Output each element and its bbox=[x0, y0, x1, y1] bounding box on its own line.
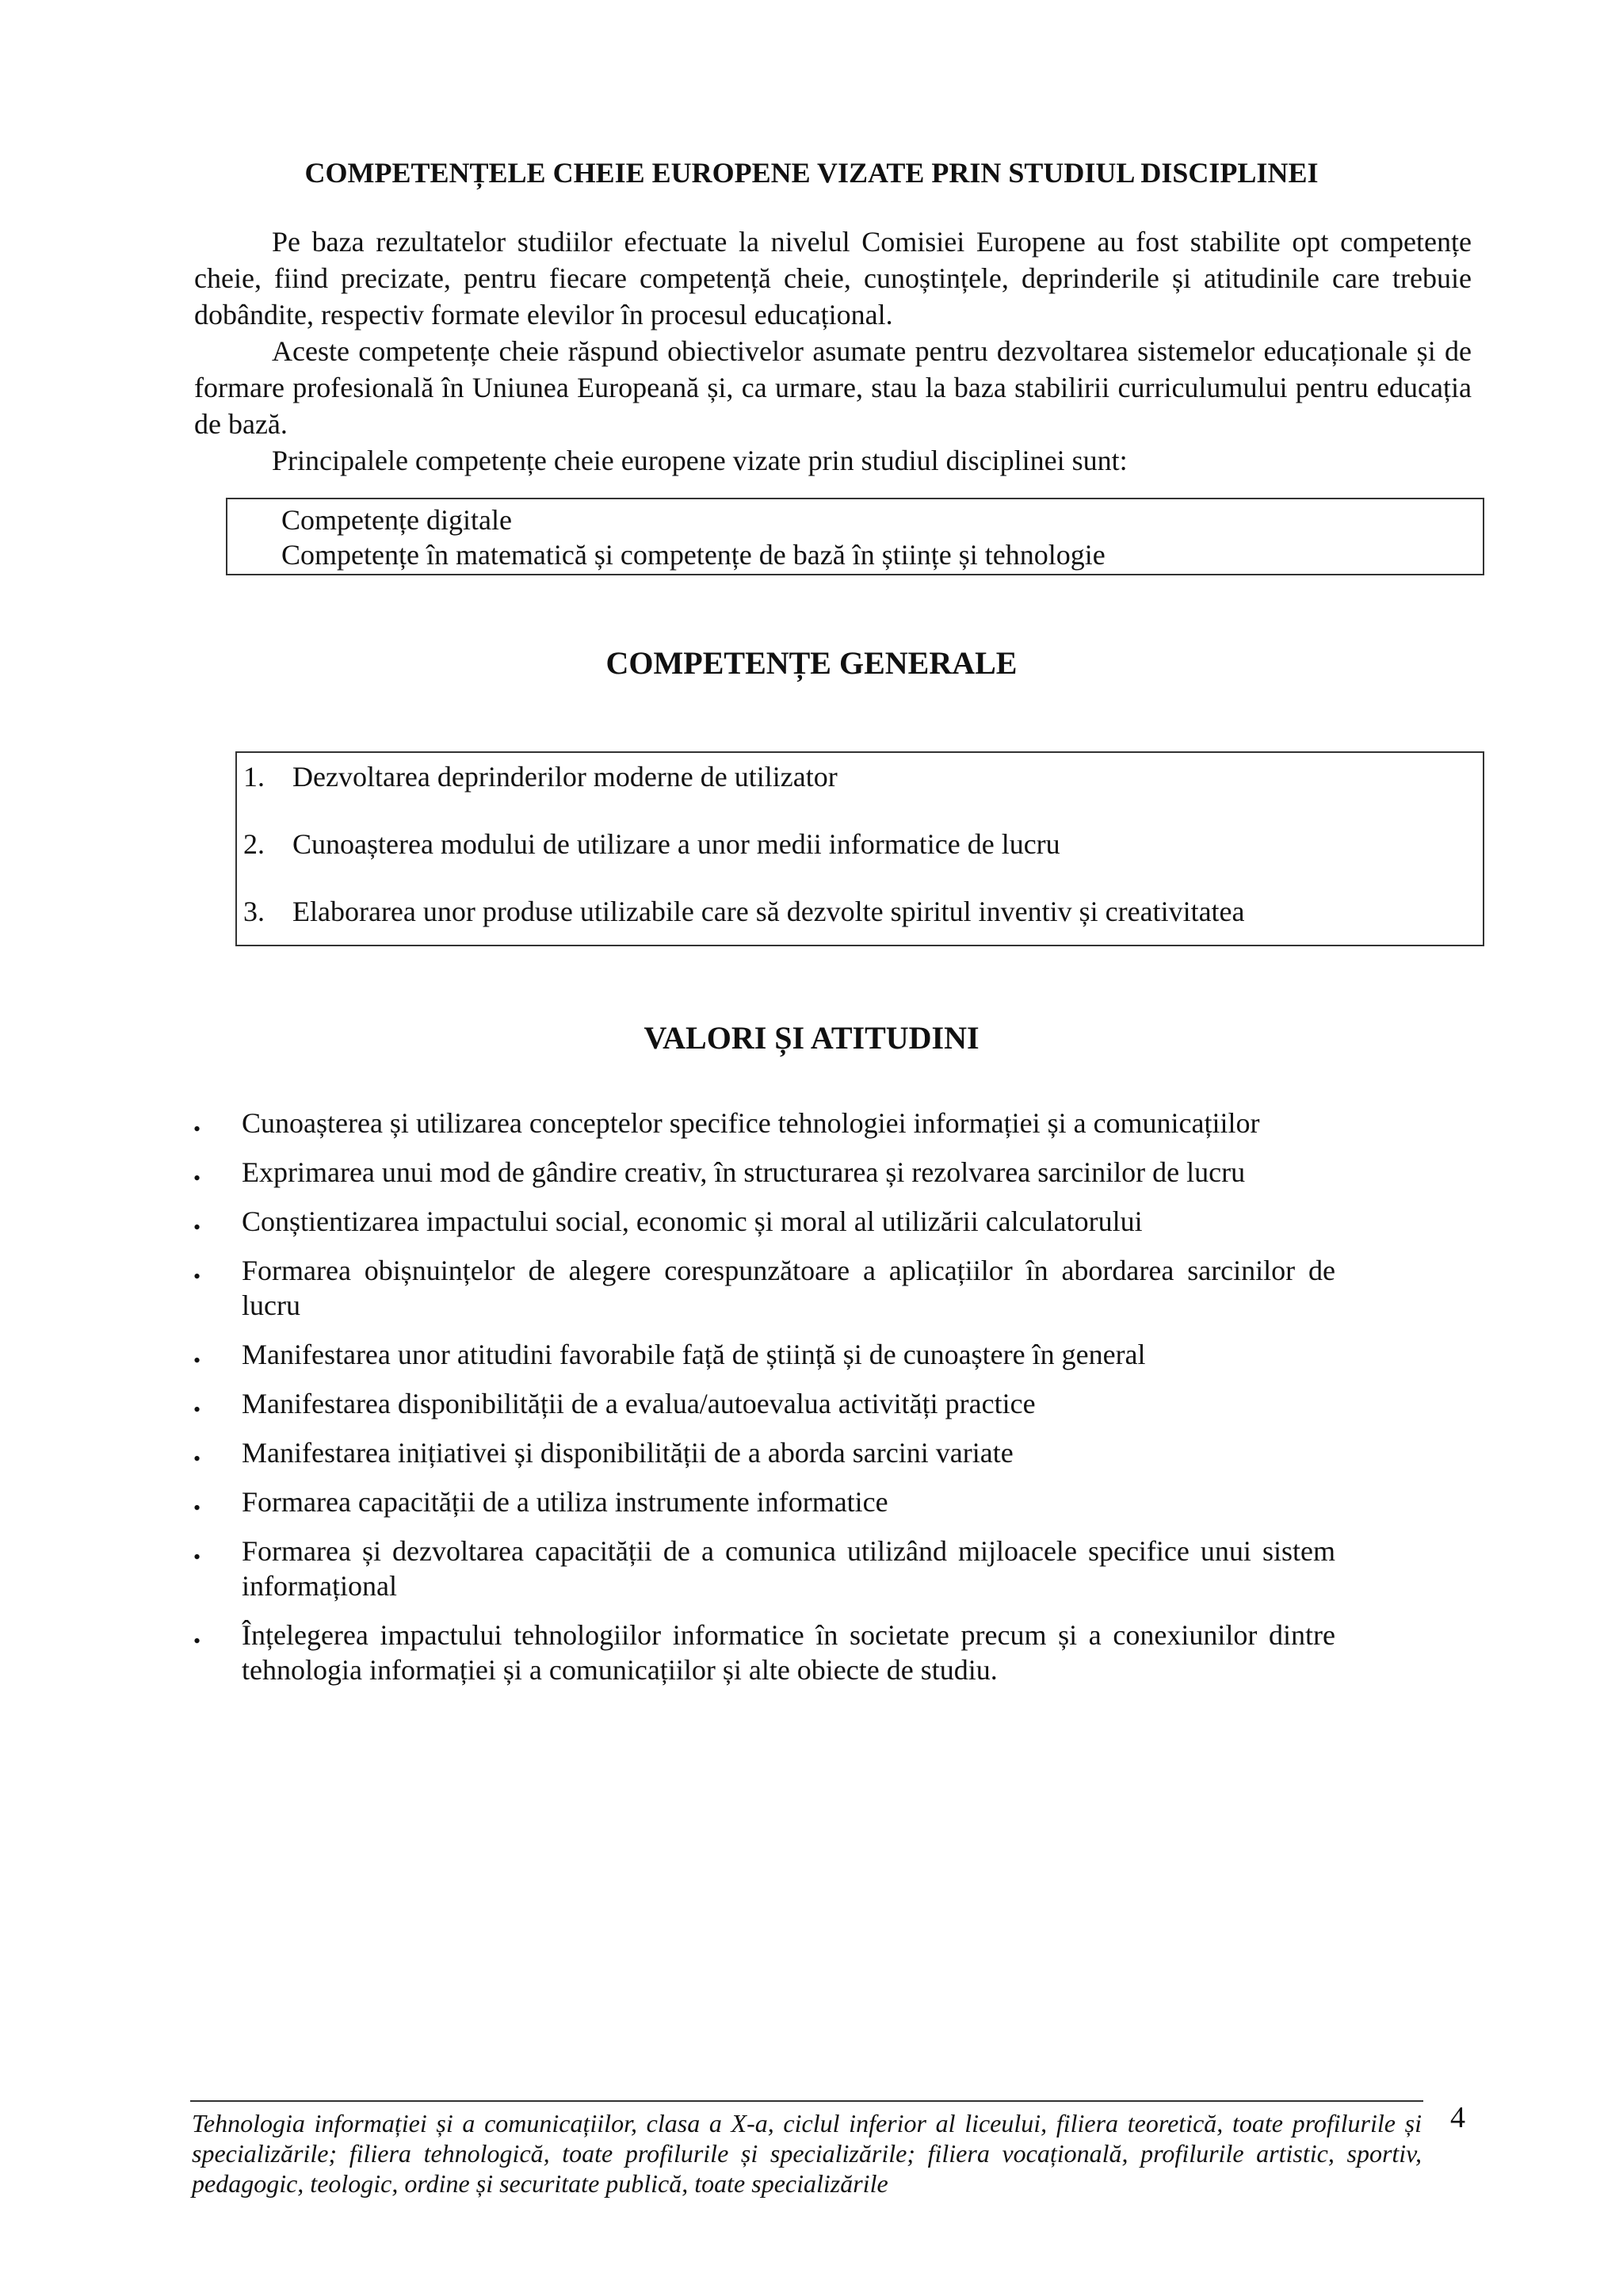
intro-paragraph-2 bbox=[194, 333, 1472, 442]
list-item bbox=[186, 1155, 1335, 1190]
intro-paragraph-3-text: Principalele competențe cheie europene vizate prin studiul disciplinei sunt: bbox=[272, 445, 1128, 476]
bullet-icon: • bbox=[193, 1265, 201, 1288]
general-competences-box bbox=[235, 751, 1484, 946]
footer-divider bbox=[190, 2100, 1423, 2102]
bullet-icon: • bbox=[193, 1398, 201, 1421]
list-item bbox=[186, 1484, 1335, 1519]
page-number: 4 bbox=[1450, 2101, 1465, 2134]
key-competences-title: COMPETENȚELE CHEIE EUROPENE VIZATE PRIN STUDIUL DISCIPLINEI bbox=[304, 157, 1319, 189]
intro-paragraph-2-text: Aceste competențe cheie răspund obiectivelor asumate pentru dezvoltarea sistemelor educaționale și de formare profesională în Uniunea Europeană și, ca urmare, stau la baza stabilirii curriculumului pentru educația de bază. bbox=[194, 335, 1472, 440]
values-list bbox=[186, 1106, 1335, 1702]
list-item bbox=[186, 1386, 1335, 1421]
list-item bbox=[186, 1204, 1335, 1239]
list-item bbox=[186, 1534, 1335, 1603]
values-title: VALORI ȘI ATITUDINI bbox=[643, 1020, 980, 1056]
list-item-text: Cunoașterea și utilizarea conceptelor specifice tehnologiei informației și a comunicațiilor bbox=[242, 1107, 1260, 1139]
bullet-icon: • bbox=[193, 1167, 201, 1190]
list-item-text: Manifestarea unor atitudini favorabile față de știință și de cunoaștere în general bbox=[242, 1339, 1146, 1370]
general-competence-item bbox=[243, 761, 838, 793]
intro-paragraph-1-text: Pe baza rezultatelor studiilor efectuate la nivelul Comisiei Europene au fost stabilite opt competențe cheie, fiind precizate, pentru fiecare competență cheie, cunoștințele, deprinderile și atitudinile care trebuie dobândite, respectiv formate elevilor în procesul educațional. bbox=[194, 226, 1472, 330]
footer-text: Tehnologia informației și a comunicațiilor, clasa a X-a, ciclul inferior al liceului, filiera teoretică, toate profilurile și specializările; filiera tehnologică, toate profilurile și specializările; filiera vocațională, profilurile artistic, sportiv, pedagogic, teologic, ordine și securitate publică, toate specializările bbox=[192, 2109, 1422, 2198]
list-item-text: Formarea obișnuințelor de alegere corespunzătoare a aplicațiilor în abordarea sarcinilor de lucru bbox=[242, 1255, 1335, 1321]
list-item-text: Manifestarea inițiativei și disponibilității de a aborda sarcini variate bbox=[242, 1437, 1014, 1469]
list-item bbox=[186, 1435, 1335, 1470]
bullet-icon: • bbox=[193, 1447, 201, 1470]
general-competences-title: COMPETENȚE GENERALE bbox=[605, 645, 1018, 681]
key-competence-item: Competențe în matematică și competențe de bază în științe și tehnologie bbox=[281, 539, 1106, 571]
general-competence-item bbox=[243, 828, 1060, 860]
list-item-text: Manifestarea disponibilității de a evalua/autoevalua activități practice bbox=[242, 1388, 1036, 1419]
list-item bbox=[186, 1106, 1335, 1140]
bullet-icon: • bbox=[193, 1349, 201, 1372]
item-text: Cunoașterea modului de utilizare a unor medii informatice de lucru bbox=[292, 828, 1060, 860]
item-number: 1. bbox=[243, 761, 265, 793]
bullet-icon: • bbox=[193, 1545, 201, 1568]
intro-paragraph-1 bbox=[194, 223, 1472, 333]
list-item-text: Conștientizarea impactului social, economic și moral al utilizării calculatorului bbox=[242, 1205, 1143, 1237]
intro-paragraph-3 bbox=[194, 442, 1472, 479]
list-item-text: Formarea și dezvoltarea capacității de a comunica utilizând mijloacele specifice unui sistem informațional bbox=[242, 1535, 1335, 1602]
list-item bbox=[186, 1253, 1335, 1323]
bullet-icon: • bbox=[193, 1629, 201, 1652]
item-text: Elaborarea unor produse utilizabile care să dezvolte spiritul inventiv și creativitatea bbox=[292, 896, 1245, 927]
key-competence-item: Competențe digitale bbox=[281, 504, 512, 536]
list-item bbox=[186, 1337, 1335, 1372]
item-text: Dezvoltarea deprinderilor moderne de utilizator bbox=[292, 761, 838, 793]
bullet-icon: • bbox=[193, 1117, 201, 1140]
list-item-text: Înțelegerea impactului tehnologiilor informatice în societate precum și a conexiunilor dintre tehnologia informației și a comunicațiilor și alte obiecte de studiu. bbox=[242, 1619, 1335, 1686]
key-competences-box bbox=[226, 498, 1484, 575]
item-number: 3. bbox=[243, 896, 265, 927]
list-item-text: Exprimarea unui mod de gândire creativ, în structurarea și rezolvarea sarcinilor de lucru bbox=[242, 1156, 1246, 1188]
bullet-icon: • bbox=[193, 1496, 201, 1519]
list-item bbox=[186, 1618, 1335, 1687]
general-competence-item bbox=[243, 896, 1245, 927]
item-number: 2. bbox=[243, 828, 265, 860]
bullet-icon: • bbox=[193, 1216, 201, 1239]
list-item-text: Formarea capacității de a utiliza instrumente informatice bbox=[242, 1486, 888, 1518]
